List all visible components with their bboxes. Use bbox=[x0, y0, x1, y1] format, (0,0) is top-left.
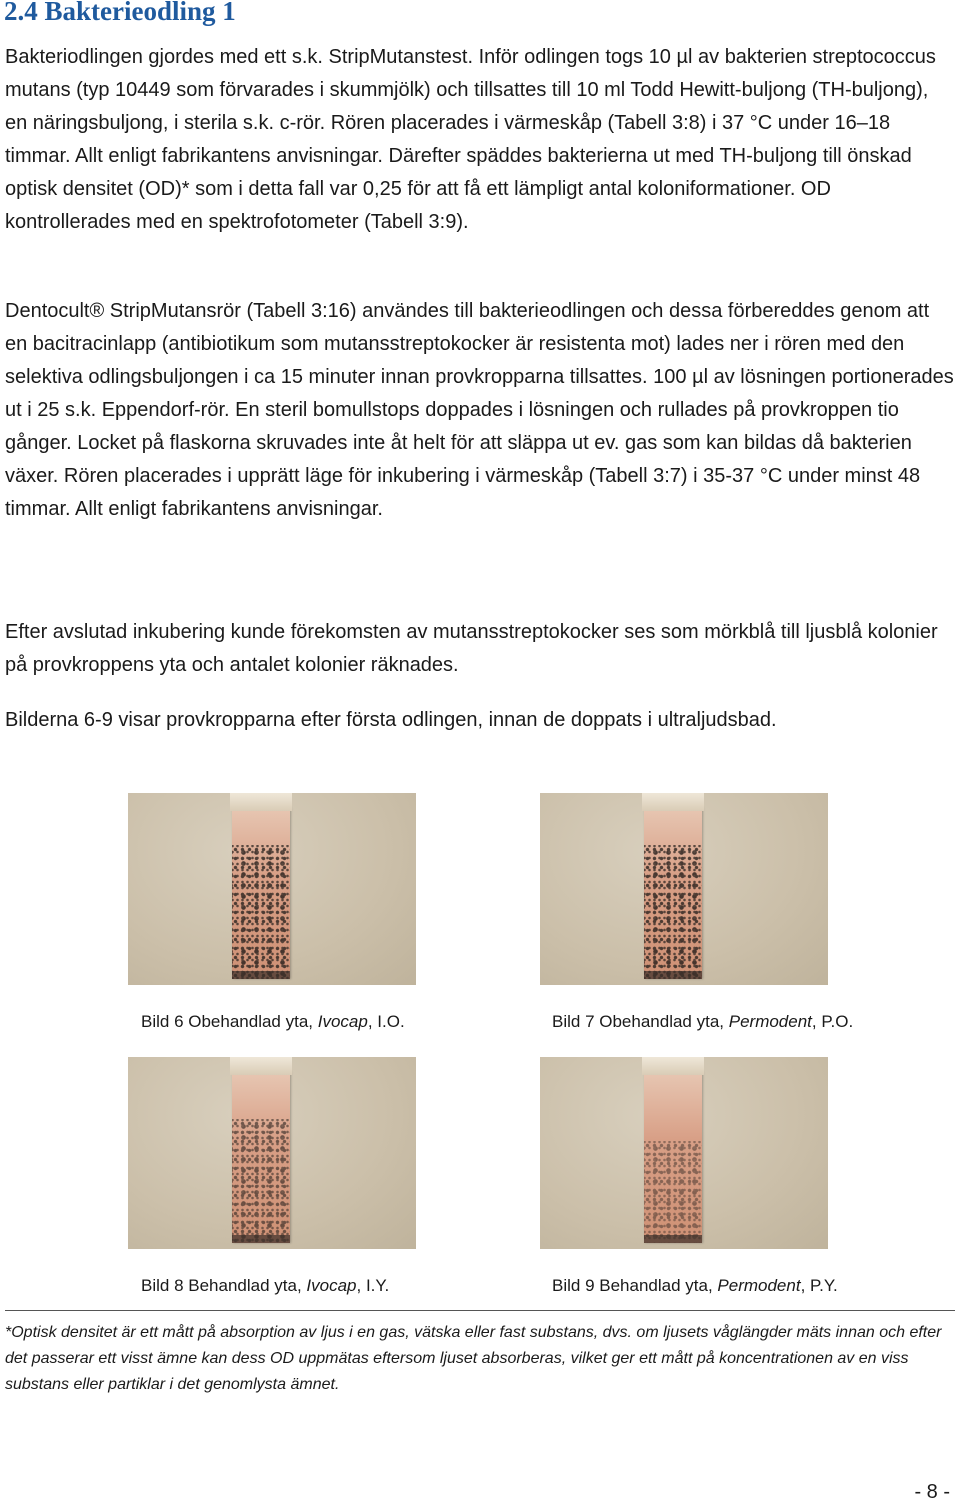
bacterial-colonies bbox=[644, 1141, 702, 1243]
strip-bottom-deposit bbox=[644, 1235, 702, 1243]
photo-bild-6 bbox=[128, 793, 416, 985]
paragraph-images-intro: Bilderna 6-9 visar provkropparna efter första odlingen, innan de doppats i ultraljudsbad. bbox=[5, 709, 777, 731]
strip-bottom-deposit bbox=[232, 1235, 290, 1243]
photo-bild-7 bbox=[540, 793, 828, 985]
paragraph-dentocult-method: Dentocult® StripMutansrör (Tabell 3:16) användes till bakterieodlingen och dessa förbereddes genom att en bacitracinlapp (antibiotikum som mutansstreptokocker är resistenta mot) lades ner i rören med den selektiva odlingsbuljongen i ca 15 minuter innan provkropparna tillsattes. 100 µl av lösningen portionerades ut i 25 s.k. Eppendorf-rör. En steril bomullstops doppades i lösningen och rullades på provkroppen tio gånger. Locket på flaskorna skruvades inte åt helt för att släppa ut ev. gas som kan bildas då bakterien växer. Rören placerades i upprätt läge för inkubering i värmeskåp (Tabell 3:7) i 35-37 °C under minst 48 timmar. Allt enligt fabrikantens anvisningar. bbox=[5, 300, 954, 520]
caption-bild-8 bbox=[141, 1276, 389, 1296]
specimen-strip bbox=[644, 1071, 702, 1243]
page-number: - 8 - bbox=[914, 1481, 950, 1503]
bacterial-colonies bbox=[232, 845, 290, 979]
caption-label: Bild 6 Obehandlad yta, bbox=[141, 1012, 318, 1031]
caption-bild-7 bbox=[552, 1012, 853, 1032]
caption-code: , I.O. bbox=[367, 1012, 405, 1031]
caption-material: Permodent bbox=[728, 1012, 812, 1031]
strip-cap bbox=[230, 1057, 292, 1075]
specimen-strip bbox=[232, 1071, 290, 1243]
specimen-strip bbox=[232, 807, 290, 979]
strip-cap bbox=[642, 793, 704, 811]
caption-code: , I.Y. bbox=[356, 1276, 390, 1295]
bacterial-colonies bbox=[644, 845, 702, 979]
paragraph-cultivation-intro: Bakteriodlingen gjordes med ett s.k. StripMutanstest. Inför odlingen togs 10 µl av bakterien streptococcus mutans (typ 10449 som förvarades i skummjölk) och tillsattes till 10 ml Todd Hewitt-buljong (TH-buljong), en näringsbuljong, i sterila s.k. c-rör. Rören placerades i värmeskåp (Tabell 3:8) i 37 °C under 16–18 timmar. Allt enligt fabrikantens anvisningar. Därefter späddes bakterierna ut med TH-buljong till önskad optisk densitet (OD)* som i detta fall var 0,25 för att få ett lämpligt antal koloniformationer. OD kontrollerades med en spektrofotometer (Tabell 3:9). bbox=[5, 46, 936, 233]
strip-cap bbox=[642, 1057, 704, 1075]
strip-cap bbox=[230, 793, 292, 811]
caption-code: , P.O. bbox=[811, 1012, 854, 1031]
caption-bild-6 bbox=[141, 1012, 405, 1032]
paragraph-incubation-result: Efter avslutad inkubering kunde förekomsten av mutansstreptokocker ses som mörkblå till ljusblå kolonier på provkroppens yta och antalet kolonier räknades. bbox=[5, 621, 938, 676]
caption-bild-9 bbox=[552, 1276, 838, 1296]
strip-bottom-deposit bbox=[232, 971, 290, 979]
footnote-divider bbox=[5, 1310, 955, 1311]
caption-code: , P.Y. bbox=[800, 1276, 838, 1295]
caption-material: Ivocap bbox=[306, 1276, 357, 1295]
footnote-od-definition: *Optisk densitet är ett mått på absorption av ljus i en gas, vätska eller fast substans, dvs. om ljusets våglängder mäts innan och efter det passerar ett visst ämne kan dess OD uppmätas eftersom ljuset absorberas, vilket ger ett mått på koncentrationen av en viss substans eller partiklar i det genomlysta ämnet. bbox=[5, 1324, 942, 1393]
photo-bild-9 bbox=[540, 1057, 828, 1249]
caption-material: Ivocap bbox=[317, 1012, 368, 1031]
strip-bottom-deposit bbox=[644, 971, 702, 979]
caption-label: Bild 7 Obehandlad yta, bbox=[552, 1012, 729, 1031]
caption-label: Bild 9 Behandlad yta, bbox=[552, 1276, 718, 1295]
photo-bild-8 bbox=[128, 1057, 416, 1249]
section-heading: 2.4 Bakterieodling 1 bbox=[4, 0, 236, 26]
specimen-strip bbox=[644, 807, 702, 979]
caption-material: Permodent bbox=[717, 1276, 801, 1295]
caption-label: Bild 8 Behandlad yta, bbox=[141, 1276, 307, 1295]
bacterial-colonies bbox=[232, 1119, 290, 1243]
